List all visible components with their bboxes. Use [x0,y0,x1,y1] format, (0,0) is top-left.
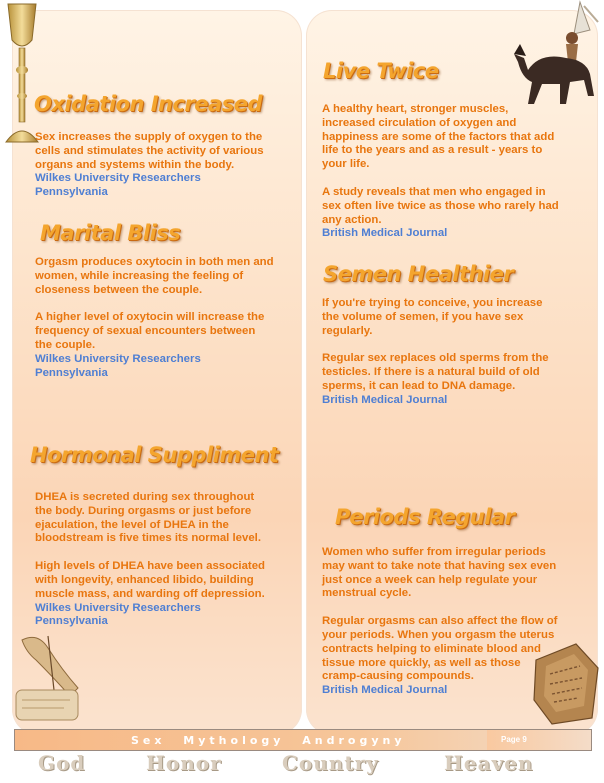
source-citation: British Medical Journal [322,393,448,406]
text-semen [322,297,594,408]
goblet-icon [2,0,42,150]
text-line: organs and systems within the body. [35,158,235,171]
text-line: closeness between the couple. [35,283,203,296]
text-line: contracts helping to eliminate blood and [322,642,541,655]
text-hormonal [35,491,300,629]
text-line: sperms, it can lead to DNA damage. [322,379,516,392]
text-line: ejaculation, the level of DHEA in the [35,518,229,531]
heading-semen: Semen Healthier [323,262,514,286]
text-line: menstrual cycle. [322,587,412,600]
text-line: Regular orgasms can also affect the flow of [322,615,558,628]
source-citation: Wilkes University Researchers [35,172,201,185]
text-line: Women who suffer from irregular periods [322,546,546,558]
text-oxidation [35,131,300,200]
footer-title: Sex Mythology Androgyny [131,734,406,747]
text-line: any action. [322,213,382,226]
text-line: may want to take note that having sex even [322,559,557,572]
footer-bar [14,729,592,751]
text-line: the body. During orgasms or just before [35,504,252,517]
text-line: life to the years and as a result - years to [322,144,543,157]
text-line: happiness are some of the factors that add [322,130,555,143]
source-citation: British Medical Journal [322,684,448,697]
page-number-box [487,730,591,750]
motto-word: Honor [146,751,222,775]
text-line: cells and stimulates the activity of various [35,144,264,157]
text-line: with longevity, enhanced libido, building [35,573,254,586]
text-line: bloodstream is five times its normal level. [35,532,261,545]
bottom-motto [0,751,604,781]
text-line: High levels of DHEA have been associated [35,560,265,573]
text-line: Orgasm produces oxytocin in both men and [35,256,274,268]
text-line: sex often live twice as those who rarely had [322,199,559,212]
heading-marital: Marital Bliss [40,221,181,245]
text-line: the volume of semen, if you have sex [322,310,524,323]
motto-word: Country [282,751,379,775]
text-line: DHEA is secreted during sex throughout [35,491,255,503]
source-citation: Pennsylvania [35,186,108,199]
motto-word: God [38,751,86,775]
text-line: your periods. When you orgasm the uterus [322,628,555,641]
page-number: Page 9 [501,735,527,744]
text-line: Regular sex replaces old sperms from the [322,352,549,365]
source-citation: Pennsylvania [35,366,108,379]
source-citation: Wilkes University Researchers [35,352,201,365]
text-line: women, while increasing the feeling of [35,269,244,282]
horse-rider-icon [510,0,602,118]
text-line: regularly. [322,324,373,337]
text-line: A study reveals that men who engaged in [322,185,546,198]
text-line: testicles. If there is a natural build of old [322,366,540,379]
text-line: If you're trying to conceive, you increase [322,297,543,309]
text-marital [35,256,300,380]
source-citation: Wilkes University Researchers [35,601,201,614]
heading-live-twice: Live Twice [323,59,439,83]
heading-periods: Periods Regular [335,505,515,529]
text-line: your life. [322,158,370,171]
text-line: A higher level of oxytocin will increase the [35,311,265,324]
text-line: frequency of sexual encounters between [35,325,256,338]
text-line: muscle mass, and warding off depression. [35,587,265,600]
text-line: tissue more quickly, as well as those [322,656,521,669]
text-line: A healthy heart, stronger muscles, [322,103,509,115]
text-line: Sex increases the supply of oxygen to the [35,131,263,143]
text-periods [322,546,594,698]
text-line: the couple. [35,338,96,351]
quill-scroll-icon [8,630,88,726]
text-line: cramp-causing compounds. [322,670,474,683]
heading-hormonal: Hormonal Suppliment [30,443,279,467]
source-citation: Pennsylvania [35,615,108,628]
text-line: increased circulation of oxygen and [322,116,517,129]
text-live-twice [322,103,594,241]
motto-word: Heaven [444,751,534,775]
text-line: just once a week can help regulate your [322,573,538,586]
heading-oxidation: Oxidation Increased [34,92,262,116]
source-citation: British Medical Journal [322,227,448,240]
